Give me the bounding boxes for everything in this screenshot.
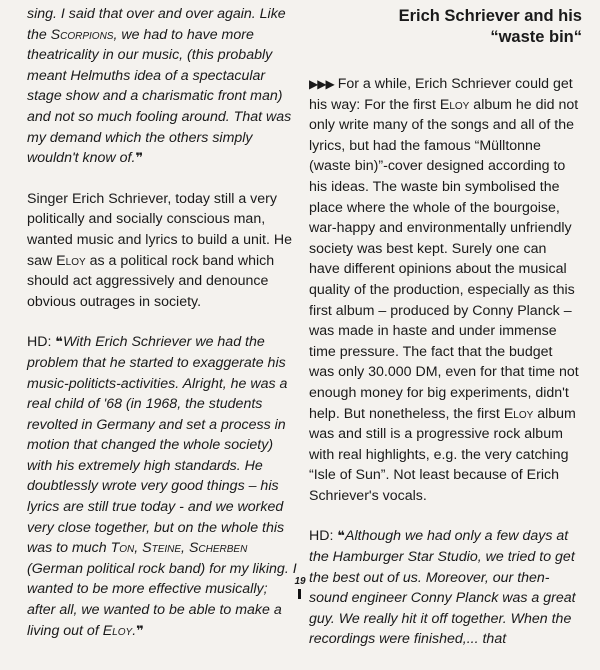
text-run: With Erich Schriever we had the problem that he started to exaggerate his music-politicts-activities. Alright, he was a real child of '68 (in 1968, the students revolted in Germany and set a process in motion that changed the whole society) with his extremely high standards. He doubtlessly wrote very good things – his lyrics are still true today - and we worked very close together, but on the whole this was to much <box>27 334 288 557</box>
text-run: . <box>132 622 137 639</box>
text-run: Although we had only a few days at the Hamburger Star Studio, we tried to get the best out of us. Moreover, our then-sound engineer Conny Planck was a great guy. We really hit it off together. When the recordings were finished,... that <box>309 528 576 648</box>
text-run: Eloy <box>503 405 534 422</box>
right-paragraph-1 <box>309 74 581 506</box>
right-column <box>309 74 581 670</box>
quote-mark: ❞ <box>135 150 144 166</box>
text-run: sing. I said that over and over again. Like the <box>27 6 286 43</box>
right-paragraph-1-text <box>309 76 579 504</box>
text-run: Ton, Steine, Scherben <box>110 540 248 557</box>
text-run: , we had to have more theatricality in our music, (this probably meant Helmuths idea of a spectacular stage show and a charismatic front man) and not so much fooling around. That was my demand which the others simply wouldn't know of. <box>27 26 292 167</box>
page-number-bar <box>298 589 301 599</box>
left-paragraph-1 <box>27 4 299 169</box>
lead-arrows-icon: ▶▶▶ <box>309 77 334 91</box>
text-run: Eloy <box>439 96 470 113</box>
heading-line-2: “waste bin“ <box>490 28 582 46</box>
text-run: as a political rock band which should act aggressively and denounce obvious outrages in society. <box>27 252 275 310</box>
text-run: album was and still is a progressive rock album with real highlights, e.g. the very catching “Isle of Sun”. Not least because of Erich Schriever's vocals. <box>309 405 576 504</box>
left-column <box>27 4 299 661</box>
heading-line-1: Erich Schriever and his <box>398 7 582 25</box>
right-paragraph-2 <box>309 526 581 650</box>
left-paragraph-2 <box>27 189 299 313</box>
quote-mark: ❝ <box>55 334 64 350</box>
left-paragraph-3 <box>27 332 299 641</box>
text-run: HD: <box>309 528 338 545</box>
quote-mark: ❝ <box>337 528 346 544</box>
text-run: For a while, Erich Schriever could get his way: For the first <box>309 76 573 113</box>
page-number: 19 <box>294 576 306 587</box>
text-run: Scorpions <box>50 26 114 43</box>
text-run: Eloy <box>102 622 133 639</box>
text-run: (German political rock band) for my liking. I wanted to be more effective musically; after all, we wanted to be able to make a living out of <box>27 560 297 639</box>
text-run: Singer Erich Schriever, today still a very politically and socially conscious man, wanted music and lyrics to build a unit. He saw <box>27 190 292 269</box>
text-run: HD: <box>27 334 56 351</box>
text-run: Eloy <box>56 252 86 269</box>
quote-mark: ❞ <box>136 622 144 638</box>
text-run: album he did not only write many of the songs and all of the lyrics, but had the famous “Mülltonne (waste bin)”-cover designed according to his ideas. The waste bin symbolised the place where the whole of the bourgoise, war-happy and environmentally unfriendly society was best kept. Surely one can have different opinions about the musical quality of the production, especially as this first album – produced by Conny Planck – was made in haste and under immense time pressure. The fact that the budget was only 30.000 DM, even for that time not enough money for big experiments, didn't help. But nonetheless, the first <box>309 96 579 422</box>
section-heading <box>322 6 582 48</box>
